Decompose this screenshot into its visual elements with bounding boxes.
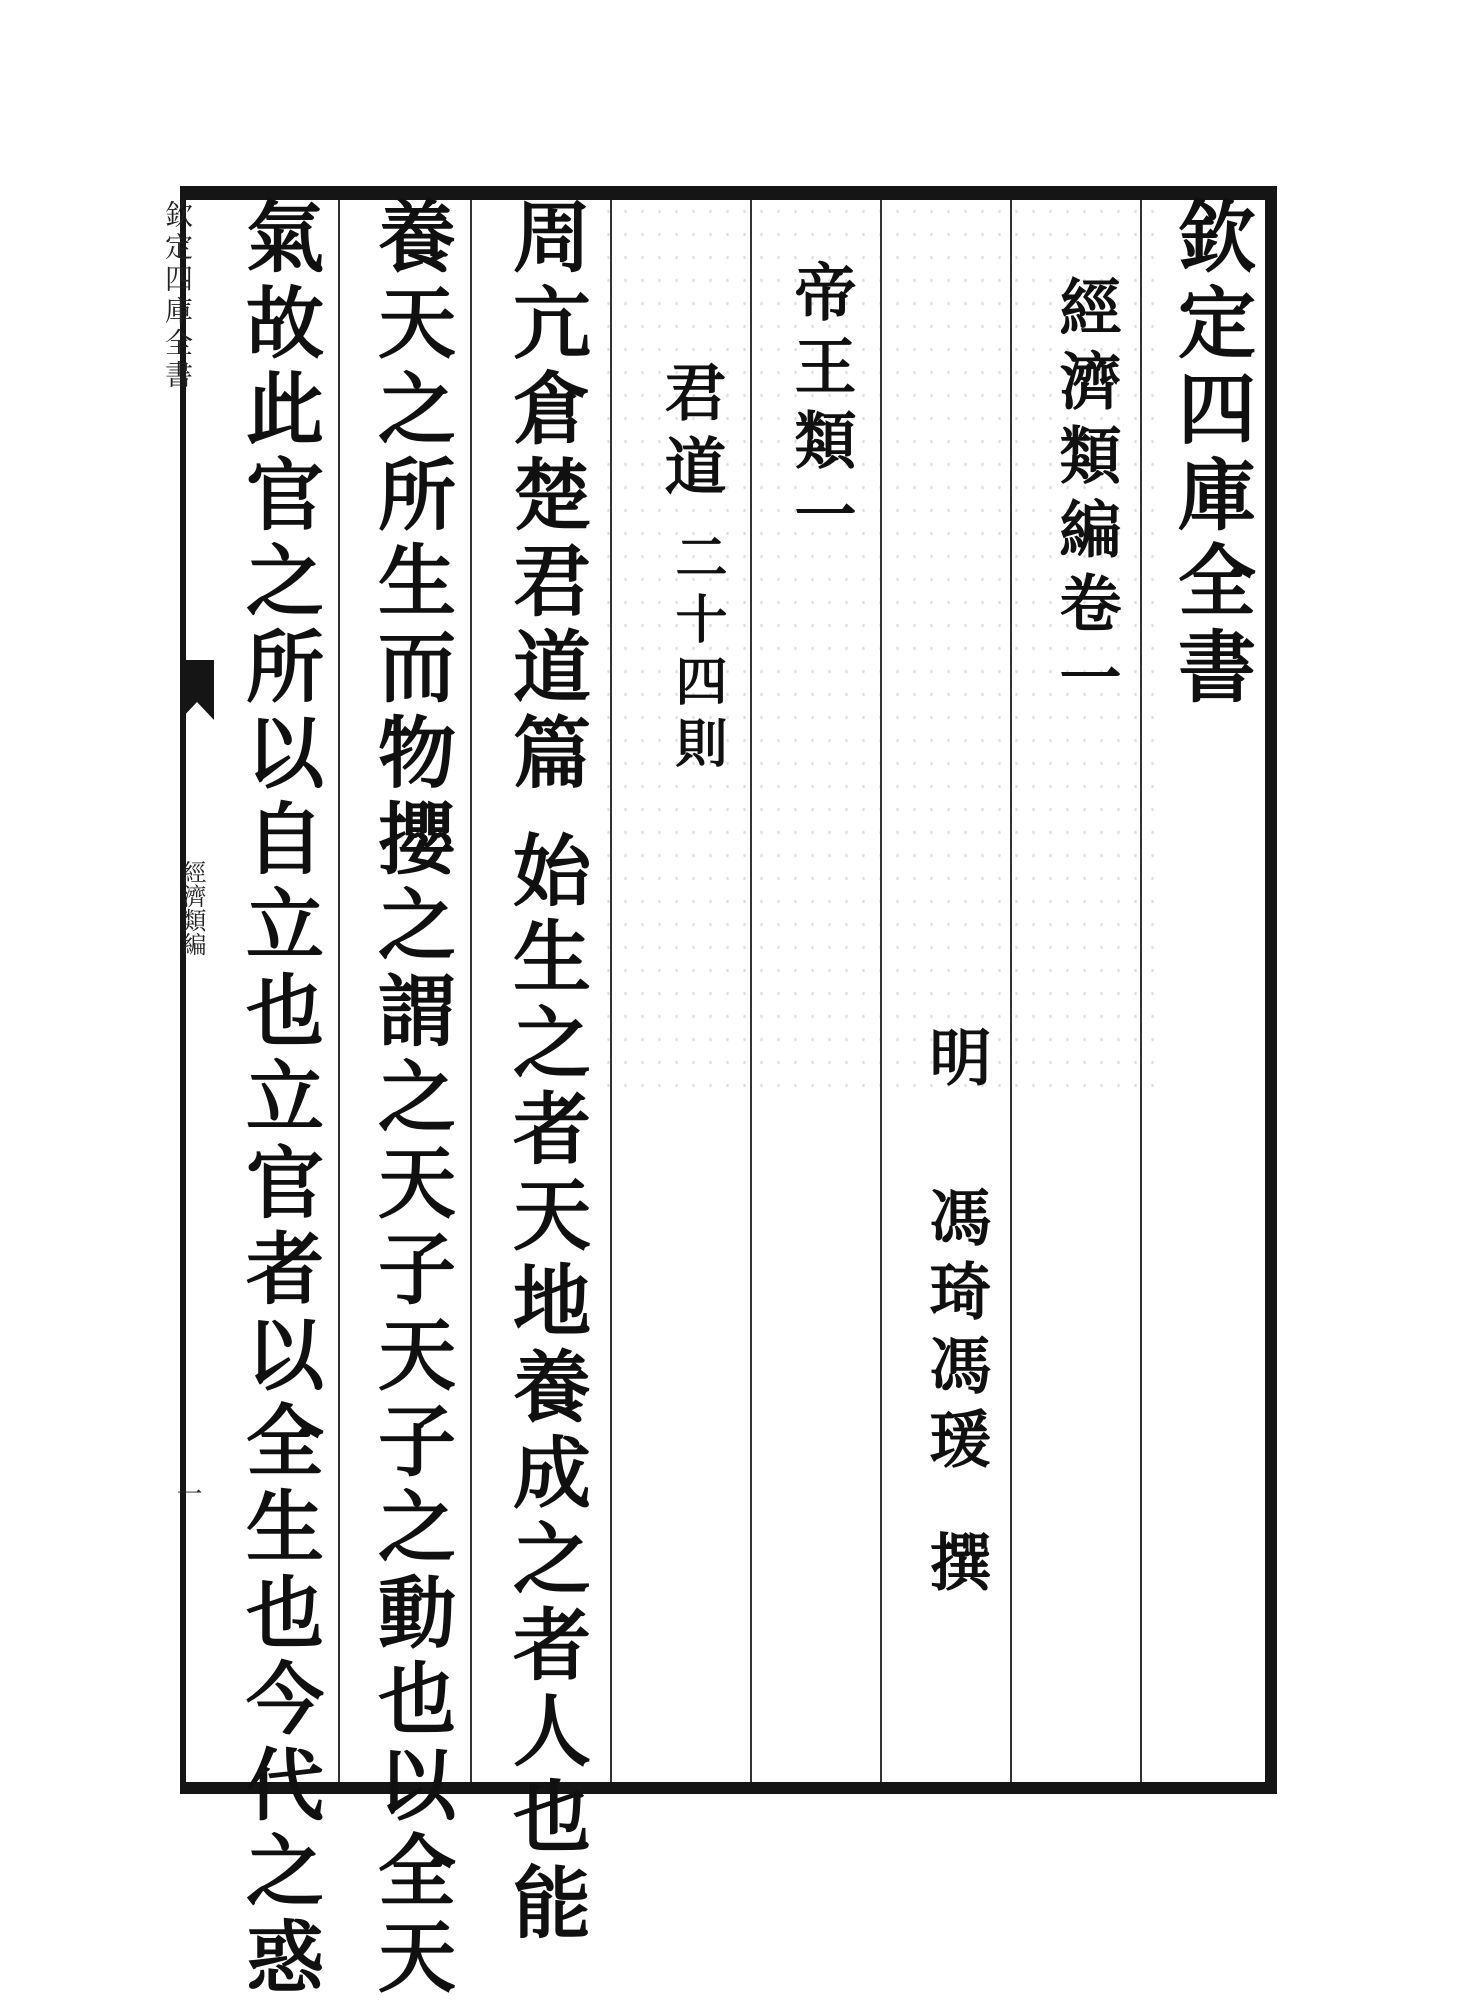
column-rule bbox=[880, 200, 882, 1782]
margin-collection-title: 欽定四庫全書 bbox=[161, 200, 194, 392]
frame-bottom-rule bbox=[180, 1782, 1276, 1794]
margin-book-title: 經濟類編 bbox=[178, 860, 206, 956]
margin-page-number: 一 bbox=[172, 1480, 202, 1506]
volume-title: 經濟類編卷一 bbox=[1049, 275, 1122, 719]
frame-top-rule bbox=[180, 186, 1276, 200]
column-rule bbox=[1140, 200, 1142, 1782]
category-heading: 帝王類一 bbox=[784, 260, 857, 556]
column-rule bbox=[1010, 200, 1012, 1782]
text-line-2: 養天之所生而物攖之謂之天子天子之動也以全天 bbox=[365, 196, 456, 2002]
author-names: 馮琦馮瑗 bbox=[919, 1185, 992, 1481]
author-dynasty: 明 bbox=[919, 1025, 992, 1099]
author-role: 撰 bbox=[919, 1530, 992, 1604]
column-rule bbox=[470, 200, 472, 1782]
frame-right-border bbox=[1265, 186, 1277, 1794]
collection-title: 欽定四庫全書 bbox=[1165, 196, 1256, 712]
column-rule bbox=[610, 200, 612, 1782]
section-count: 二十四則 bbox=[666, 530, 727, 778]
column-rule bbox=[338, 200, 340, 1782]
text-line-1: 周亢倉楚君道篇 bbox=[500, 196, 591, 798]
text-line-3: 氣故此官之所以自立也立官者以全生也今代之惑 bbox=[233, 196, 324, 2002]
column-rule bbox=[750, 200, 752, 1782]
text-line-1-continued: 始生之者天地養成之者人也能 bbox=[500, 830, 591, 1948]
section-heading: 君道 bbox=[654, 360, 727, 508]
